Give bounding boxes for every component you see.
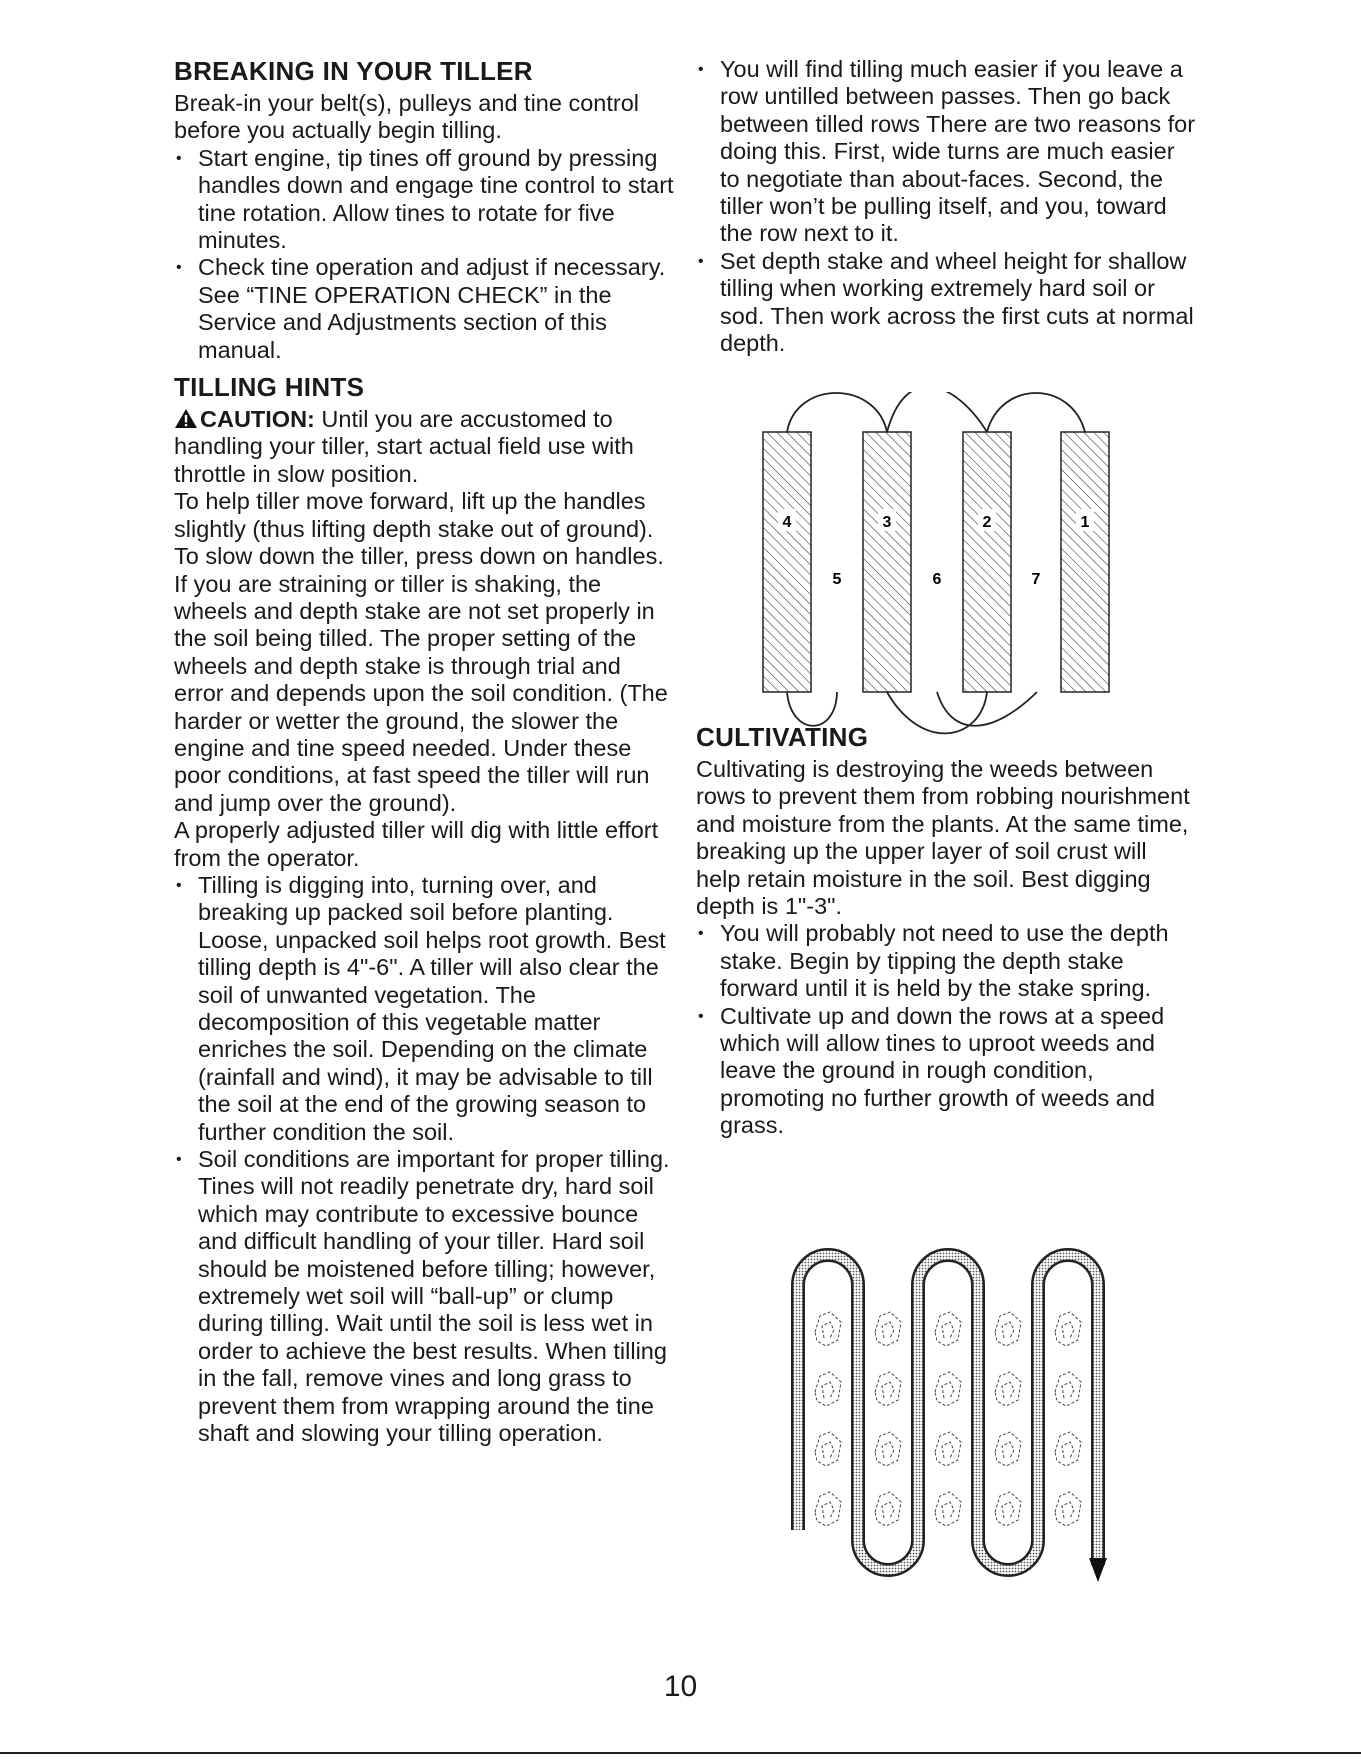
plant-icon xyxy=(875,1432,901,1466)
turn-path xyxy=(887,392,987,432)
pass-label: 1 xyxy=(1080,514,1090,531)
turn-path xyxy=(787,393,887,432)
page-number: 10 xyxy=(663,1670,698,1703)
tilled-row xyxy=(963,432,1011,692)
cultivating-heading: CULTIVATING xyxy=(696,722,869,752)
cultivating-intro: Cultivating is destroying the weeds between rows to prevent them from robbing nourishment and moisture from the plants. At the same time, breaking up the upper layer of soil crust will help retain moisture in the soil. Best digging depth is 1"-3". xyxy=(696,756,1190,920)
plant-icon xyxy=(1055,1432,1081,1466)
plant-icon xyxy=(935,1372,961,1406)
plant-icon xyxy=(1055,1312,1081,1346)
list-item: • Soil conditions are important for proper tilling. Tines will not readily penetrate dry, hard soil which may contribute to excessive bounce and difficult handling of your tiller. Hard soil should be moistened before tilling; however, extremely wet soil will “ball-up” or clump during tilling. Wait until the soil is less wet in order to achieve the best results. When tilling in the fall, remove vines and long grass to prevent them from wrapping around the tine shaft and slowing your tilling operation. xyxy=(174,1146,674,1447)
plant-icon xyxy=(995,1492,1021,1526)
pass-label: 4 xyxy=(782,514,792,531)
breaking-in-list xyxy=(174,145,674,364)
tilling-tips-list xyxy=(696,56,1196,357)
warning-triangle-icon xyxy=(174,408,198,429)
plant-icon xyxy=(815,1312,841,1346)
breaking-in-heading: BREAKING IN YOUR TILLER xyxy=(174,56,533,86)
plant-icon xyxy=(935,1432,961,1466)
plant-icon xyxy=(875,1372,901,1406)
breaking-in-section xyxy=(174,56,674,364)
tilling-pass-diagram xyxy=(756,392,1136,737)
cultivating-pattern-diagram xyxy=(786,1240,1116,1585)
plant-icon xyxy=(935,1492,961,1526)
arrow-head-icon xyxy=(1089,1558,1107,1582)
list-item: • Set depth stake and wheel height for shallow tilling when working extremely hard soil or sod. Then work across the first cuts at normal depth. xyxy=(696,248,1196,358)
gap-label: 7 xyxy=(1031,571,1041,588)
turn-path xyxy=(987,393,1085,432)
plant-icon xyxy=(995,1312,1021,1346)
forward-paragraph: To help tiller move forward, lift up the handles slightly (thus lifting depth stake out of ground). To slow down the tiller, press down on handles. xyxy=(174,488,664,570)
plant-icon xyxy=(1055,1492,1081,1526)
cultivating-path xyxy=(798,1255,1098,1570)
cultivating-section xyxy=(696,722,1196,1140)
plant-icon xyxy=(1055,1372,1081,1406)
pass-label: 2 xyxy=(982,514,992,531)
list-item: • You will probably not need to use the depth stake. Begin by tipping the depth stake forward until it is held by the stake spring. xyxy=(696,920,1196,1002)
tilled-row xyxy=(863,432,911,692)
list-item: • You will find tilling much easier if you leave a row untilled between passes. Then go back between tilled rows There are two reasons for doing this. First, wide turns are much easier to negotiate than about-faces. Second, the tiller won’t be pulling itself, and you, toward the row next to it. xyxy=(696,56,1196,248)
plant-icon xyxy=(995,1372,1021,1406)
plant-icon xyxy=(815,1492,841,1526)
tilling-hints-heading: TILLING HINTS xyxy=(174,372,365,403)
plant-icon xyxy=(995,1432,1021,1466)
list-item: • Tilling is digging into, turning over, and breaking up packed soil before planting. Loose, unpacked soil helps root growth. Best tilling depth is 4"-6". A tiller will also clear the soil of unwanted vegetation. The decomposition of this vegetable matter enriches the soil. Depending on the climate (rainfall and wind), it may be advisable to till the soil at the end of the growing season to further condition the soil. xyxy=(174,872,674,1146)
pass-label: 3 xyxy=(882,514,892,531)
cultivating-list xyxy=(696,920,1196,1139)
straining-paragraph: If you are straining or tiller is shaking, the wheels and depth stake are not set properly in the soil being tilled. The proper setting of the wheels and depth stake is through trial and error and depends upon the soil condition. (The harder or wetter the ground, the slower the engine and tine speed needed. Under these poor conditions, at fast speed the tiller will run and jump over the ground). xyxy=(174,570,668,816)
gap-label: 5 xyxy=(832,571,842,588)
caution-text: Until you are accustomed to handling your tiller, start actual field use with throttle in slow position. xyxy=(174,406,634,487)
list-item: • Cultivate up and down the rows at a speed which will allow tines to uproot weeds and leave the ground in rough condition, promoting no further growth of weeds and grass. xyxy=(696,1003,1196,1140)
plant-icon xyxy=(875,1312,901,1346)
turn-path xyxy=(787,692,837,726)
plant-icon xyxy=(875,1492,901,1526)
right-column xyxy=(696,56,1196,357)
caution-label: CAUTION: xyxy=(200,406,315,433)
left-column xyxy=(174,56,674,1448)
gap-label: 6 xyxy=(932,571,942,588)
breaking-in-intro: Break-in your belt(s), pulleys and tine control before you actually begin tilling. xyxy=(174,90,639,144)
tilling-hints-list xyxy=(174,872,674,1448)
tilled-row xyxy=(1061,432,1109,692)
plant-icon xyxy=(815,1432,841,1466)
list-item: • Check tine operation and adjust if necessary. See “TINE OPERATION CHECK” in the Service and Adjustments section of this manual. xyxy=(174,254,674,364)
bottom-rule xyxy=(0,1752,1361,1754)
adjusted-paragraph: A properly adjusted tiller will dig with little effort from the operator. xyxy=(174,817,659,871)
plant-icon xyxy=(815,1372,841,1406)
tilling-hints-section xyxy=(174,372,674,1447)
tilled-row xyxy=(763,432,811,692)
caution-paragraph xyxy=(174,406,674,488)
plant-icon xyxy=(935,1312,961,1346)
list-item: • Start engine, tip tines off ground by pressing handles down and engage tine control to start tine rotation. Allow tines to rotate for five minutes. xyxy=(174,145,674,255)
